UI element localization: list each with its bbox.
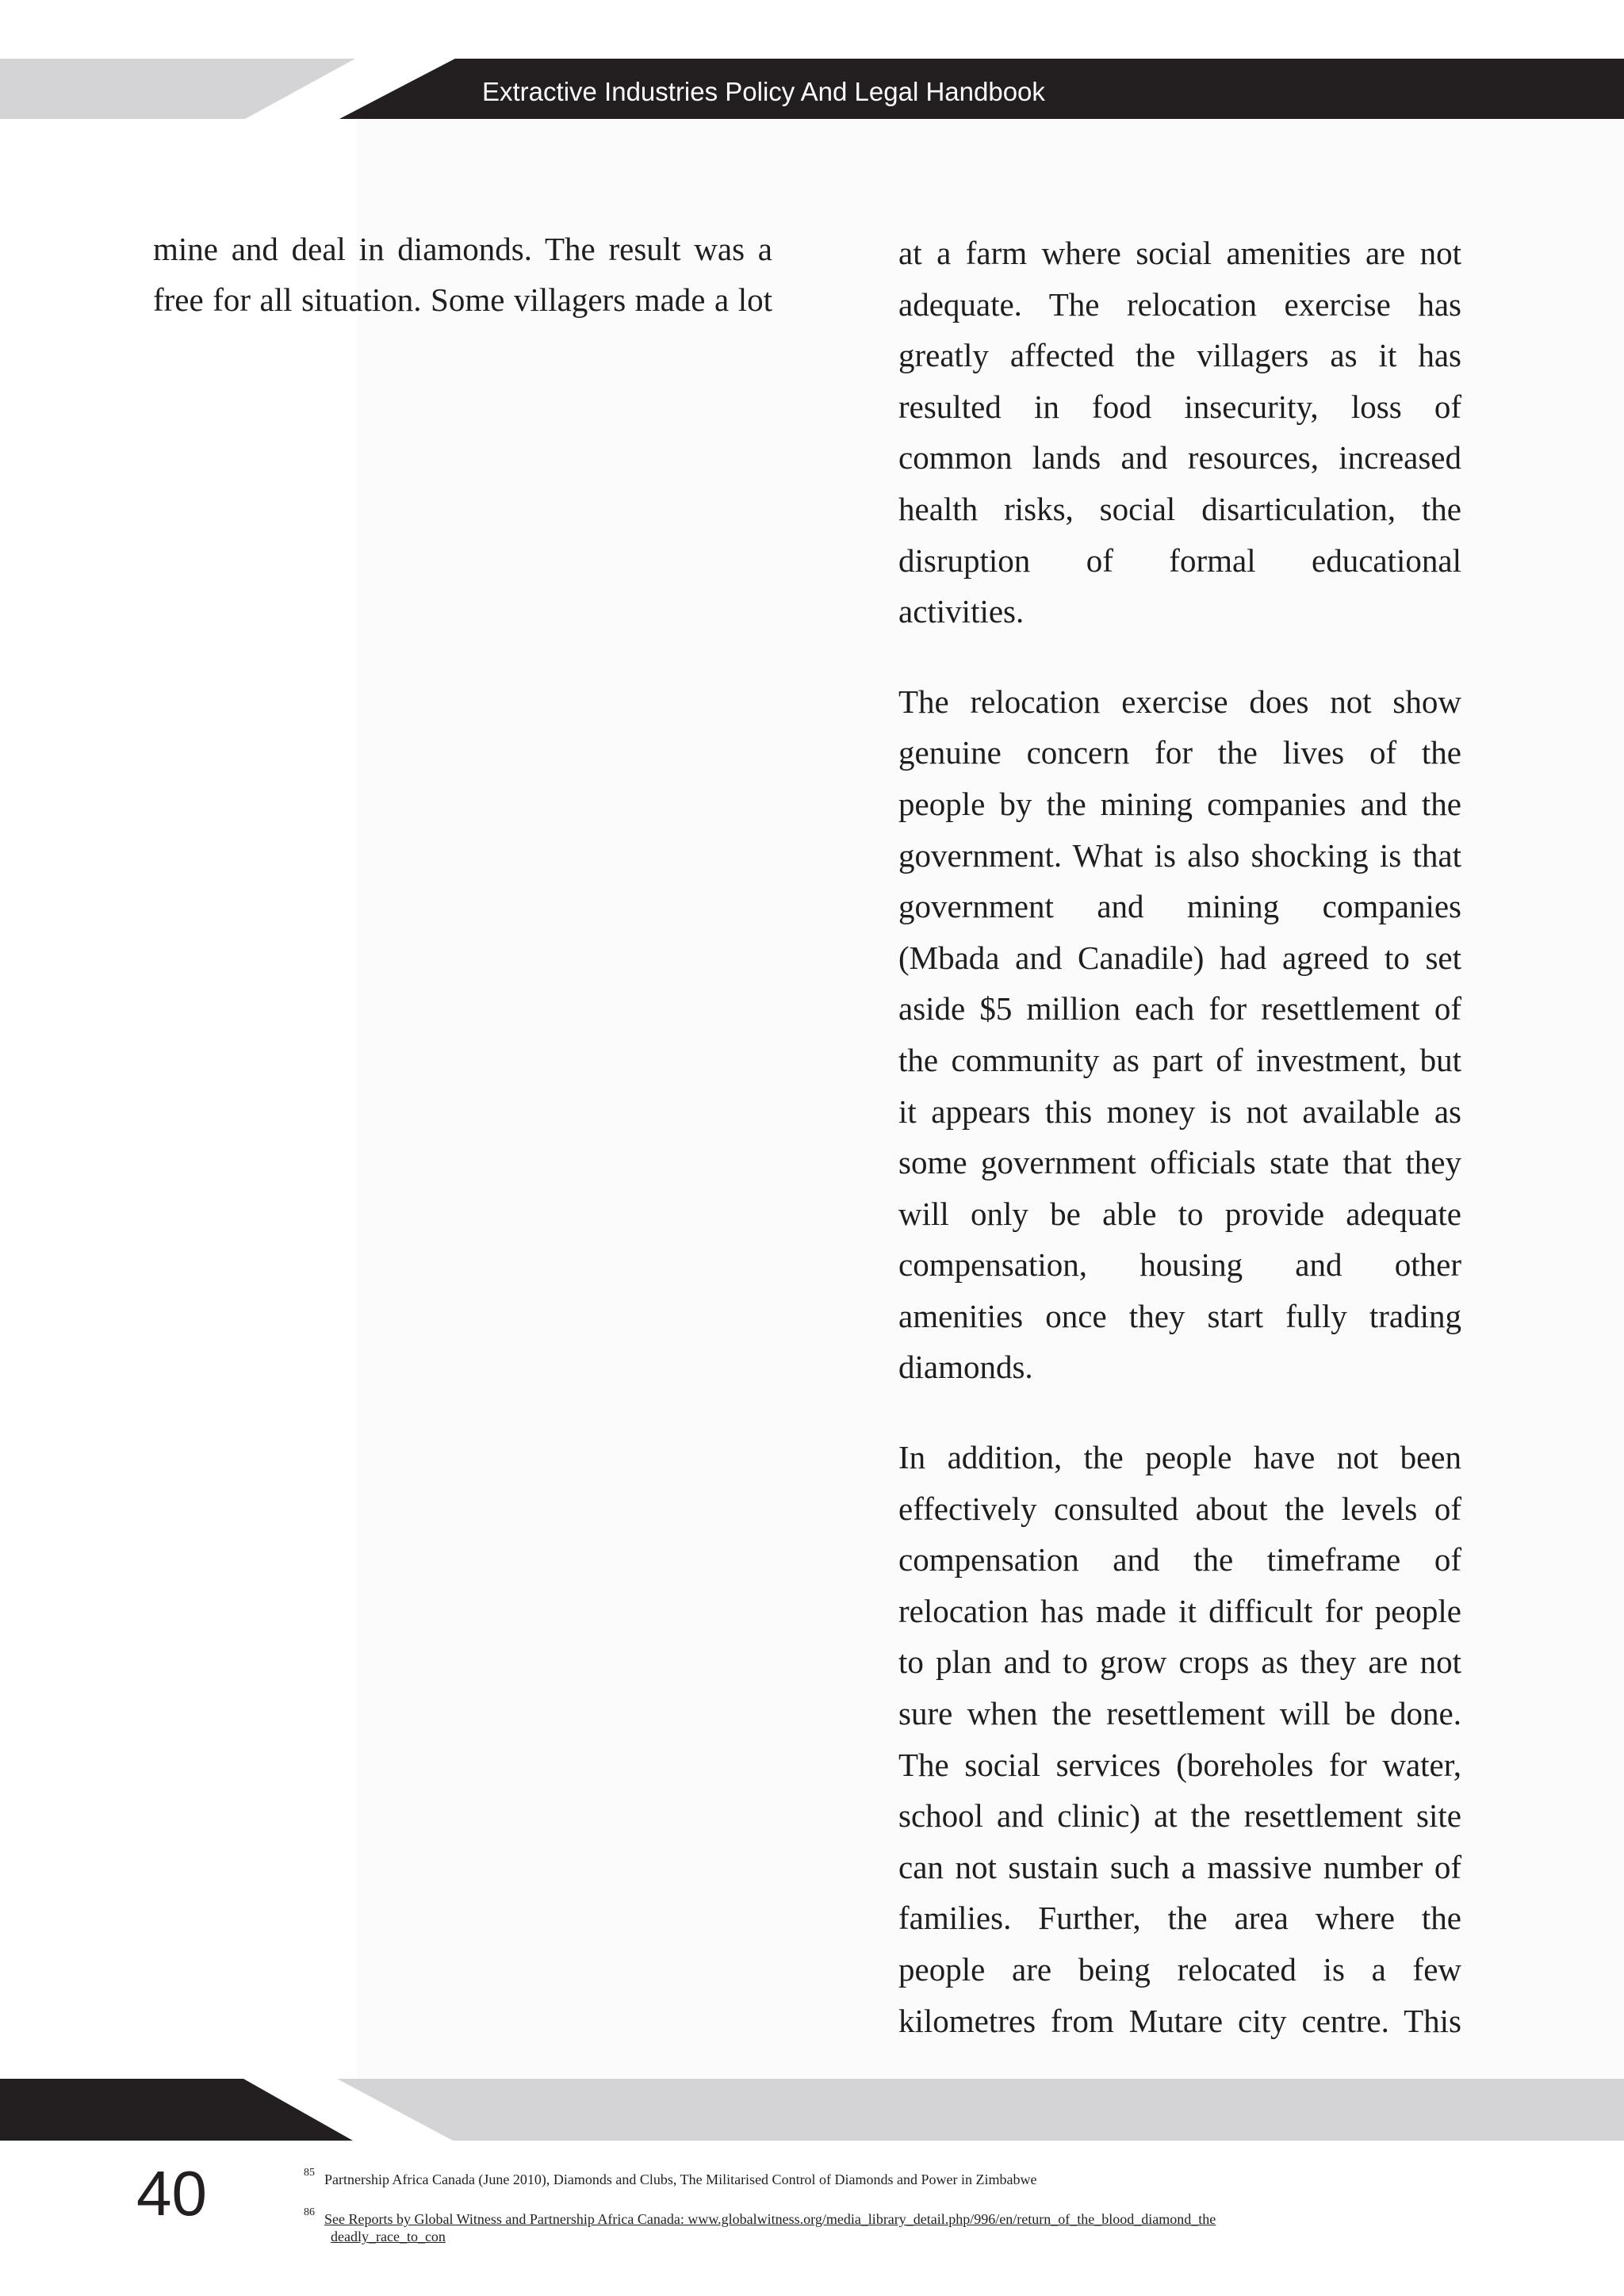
text-line: effectively consulted about the levels of <box>898 1490 1461 1527</box>
text-line: adequate. The relocation exercise has <box>898 285 1461 323</box>
paragraph-1 <box>898 228 1461 637</box>
footnote-text: Partnership Africa Canada (June 2010), Diamonds and Clubs, The Militarised Control of Diamonds and Power in Zimbabwe <box>324 2172 1037 2187</box>
footnote-link[interactable]: See Reports by Global Witness and Partnership Africa Canada: www.globalwitness.org/media_library_detail.php/996/en/return_of_the_blood_diamond_the <box>324 2211 1216 2227</box>
text-line: people are being relocated is a few <box>898 1951 1461 1988</box>
left-column <box>153 224 772 325</box>
text-line: compensation, housing and other <box>898 1246 1461 1284</box>
text-line: activities. <box>898 593 1025 630</box>
text-line: common lands and resources, increased <box>898 439 1461 476</box>
paragraph-3 <box>898 1432 1461 2046</box>
running-header-title: Extractive Industries Policy And Legal Handbook <box>482 77 1045 106</box>
text-line: In addition, the people have not been <box>898 1439 1461 1476</box>
footnote-86 <box>304 2206 1461 2245</box>
text-line: it appears this money is not available as <box>898 1093 1461 1130</box>
text-line: health risks, social disarticulation, the <box>898 490 1461 527</box>
footnote-85 <box>304 2167 1461 2188</box>
text-line: mine and deal in diamonds. The result was a <box>153 231 772 267</box>
footer-grey-band <box>337 2079 1624 2141</box>
text-line: amenities once they start fully trading <box>898 1297 1461 1334</box>
text-line: disruption of formal educational <box>898 541 1461 579</box>
text-line: The relocation exercise does not show <box>898 683 1461 720</box>
text-line: resulted in food insecurity, loss of <box>898 388 1461 425</box>
page-number: 40 <box>136 2158 207 2229</box>
text-line: government and mining companies <box>898 888 1461 925</box>
text-line: kilometres from Mutare city centre. This <box>898 2002 1461 2039</box>
text-line: (Mbada and Canadile) had agreed to set <box>898 939 1461 976</box>
footnote-number: 85 <box>304 2167 315 2179</box>
text-line: free for all situation. Some villagers made a lot <box>153 281 772 318</box>
text-line: will only be able to provide adequate <box>898 1195 1461 1232</box>
text-line: the community as part of investment, but <box>898 1041 1461 1078</box>
text-line: families. Further, the area where the <box>898 1900 1461 1937</box>
text-line: relocation has made it difficult for people <box>898 1592 1461 1629</box>
text-line: sure when the resettlement will be done. <box>898 1695 1461 1732</box>
text-line: government. What is also shocking is that <box>898 836 1461 874</box>
text-line: aside $5 million each for resettlement of <box>898 990 1461 1027</box>
text-line: diamonds. <box>898 1349 1033 1386</box>
footer-dark-band <box>0 2079 353 2141</box>
text-line: to plan and to grow crops as they are not <box>898 1644 1461 1681</box>
text-line: school and clinic) at the resettlement site <box>898 1797 1461 1835</box>
text-line: The social services (boreholes for water, <box>898 1746 1461 1783</box>
text-line: at a farm where social amenities are not <box>898 235 1461 271</box>
header-grey-band <box>0 59 355 119</box>
text-line: people by the mining companies and the <box>898 785 1461 822</box>
text-line: compensation and the timeframe of <box>898 1541 1461 1578</box>
text-line: genuine concern for the lives of the <box>898 734 1461 771</box>
text-line: greatly affected the villagers as it has <box>898 337 1461 374</box>
paragraph-2 <box>898 676 1461 1393</box>
footnote-link-continuation[interactable]: deadly_race_to_con <box>331 2229 446 2244</box>
text-line: can not sustain such a massive number of <box>898 1848 1461 1885</box>
left-paragraph <box>153 224 772 325</box>
footnote-number: 86 <box>304 2206 315 2218</box>
right-column <box>898 228 1461 2046</box>
text-line: some government officials state that they <box>898 1144 1461 1181</box>
